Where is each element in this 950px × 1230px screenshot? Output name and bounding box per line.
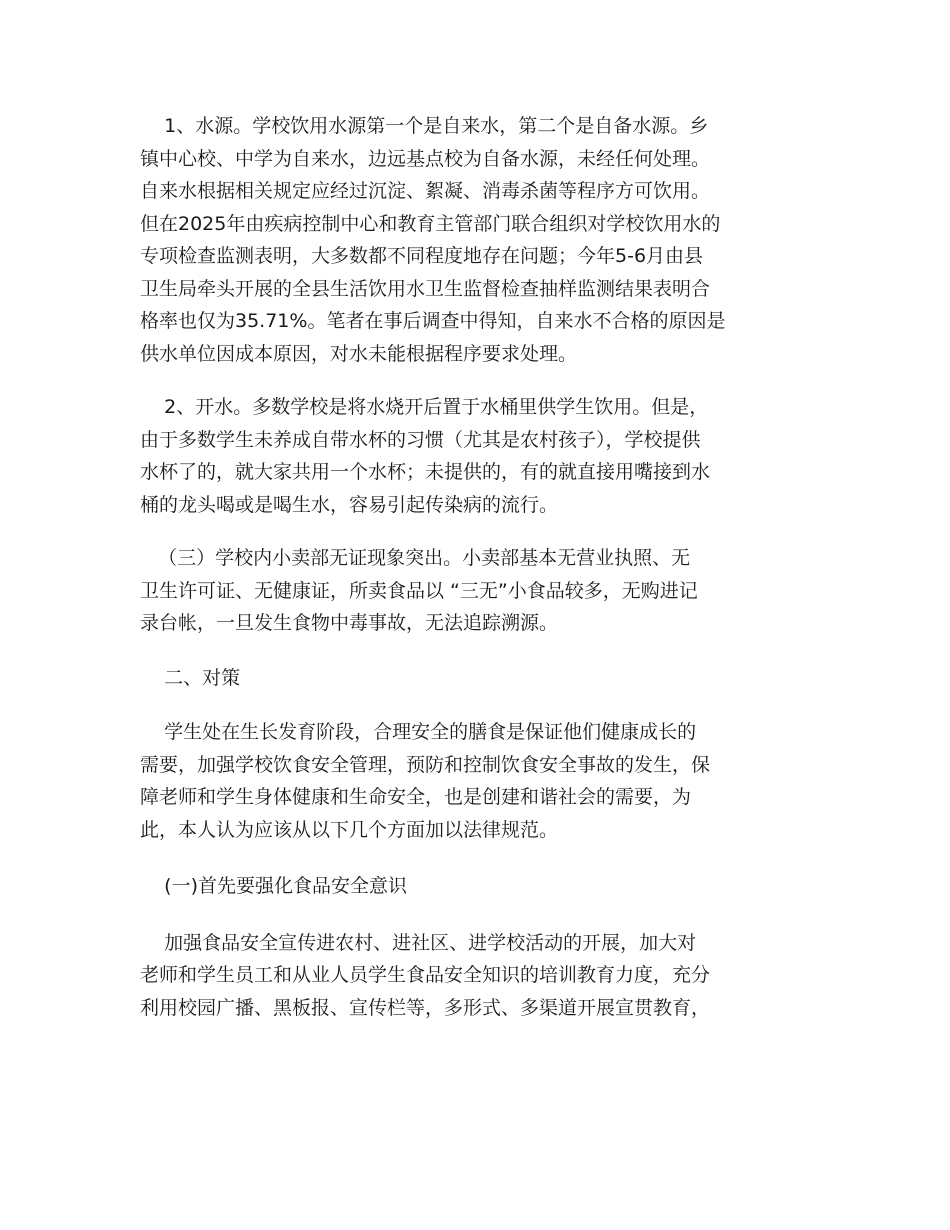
line: 学生处在生长发育阶段，合理安全的膳食是保证他们健康成长的 [140,721,697,743]
line: （三）学校内小卖部无证现象突出。小卖部基本无营业执照、无 [140,547,691,569]
section-heading-countermeasures [140,662,820,695]
line: 此，本人认为应该从以下几个方面加以法律规范。 [140,818,559,841]
line: 自来水根据相关规定应经过沉淀、絮凝、消毒杀菌等程序方可饮用。 [140,180,711,202]
paragraph-boiled-water [140,391,820,521]
paragraph-countermeasures-intro [140,716,820,846]
line: 老师和学生员工和从业人员学生食品安全知识的培训教育力度，充分 [140,964,711,986]
line: 但在2025年由疾病控制中心和教育主管部门联合组织对学校饮用水的 [140,212,721,235]
line: 需要，加强学校饮食安全管理，预防和控制饮食安全事故的发生，保 [140,753,711,776]
document-body [140,110,820,1024]
line: 卫生局牵头开展的全县生活饮用水卫生监督检查抽样监测结果表明合 [140,277,711,300]
line: (一)首先要强化食品安全意识 [140,875,407,897]
line: 1、水源。学校饮用水源第一个是自来水，第二个是自备水源。乡 [140,115,709,137]
subheading-food-safety-awareness [140,870,820,903]
line: 格率也仅为35.71%。笔者在事后调查中得知，自来水不合格的原因是 [140,310,726,332]
line: 2、开水。多数学校是将水烧开后置于水桶里供学生饮用。但是， [140,396,709,418]
line: 录台帐，一旦发生食物中毒事故，无法追踪溯源。 [140,612,559,634]
line: 障老师和学生身体健康和生命安全，也是创建和谐社会的需要，为 [140,786,692,808]
line: 专项检查监测表明，大多数都不同程度地存在问题；今年5-6月由县 [140,245,704,267]
line: 二、对策 [140,666,241,689]
line: 桶的龙头喝或是喝生水，容易引起传染病的流行。 [140,493,559,516]
line: 由于多数学生未养成自带水杯的习惯（尤其是农村孩子），学校提供 [140,428,701,451]
line: 卫生许可证、无健康证，所卖食品以 “三无”小食品较多，无购进记 [140,579,698,602]
paragraph-water-source [140,110,820,370]
line: 加强食品安全宣传进农村、进社区、进学校活动的开展，加大对 [140,931,697,954]
line: 镇中心校、中学为自来水，边远基点校为自备水源，未经任何处理。 [140,147,711,170]
paragraph-school-shop [140,542,820,640]
line: 利用校园广播、黑板报、宣传栏等，多形式、多渠道开展宣贯教育， [140,996,711,1019]
line: 水杯了的，就大家共用一个水杯；未提供的，有的就直接用嘴接到水 [140,461,711,483]
paragraph-food-safety-promotion [140,927,820,1025]
line: 供水单位因成本原因，对水未能根据程序要求处理。 [140,342,578,365]
